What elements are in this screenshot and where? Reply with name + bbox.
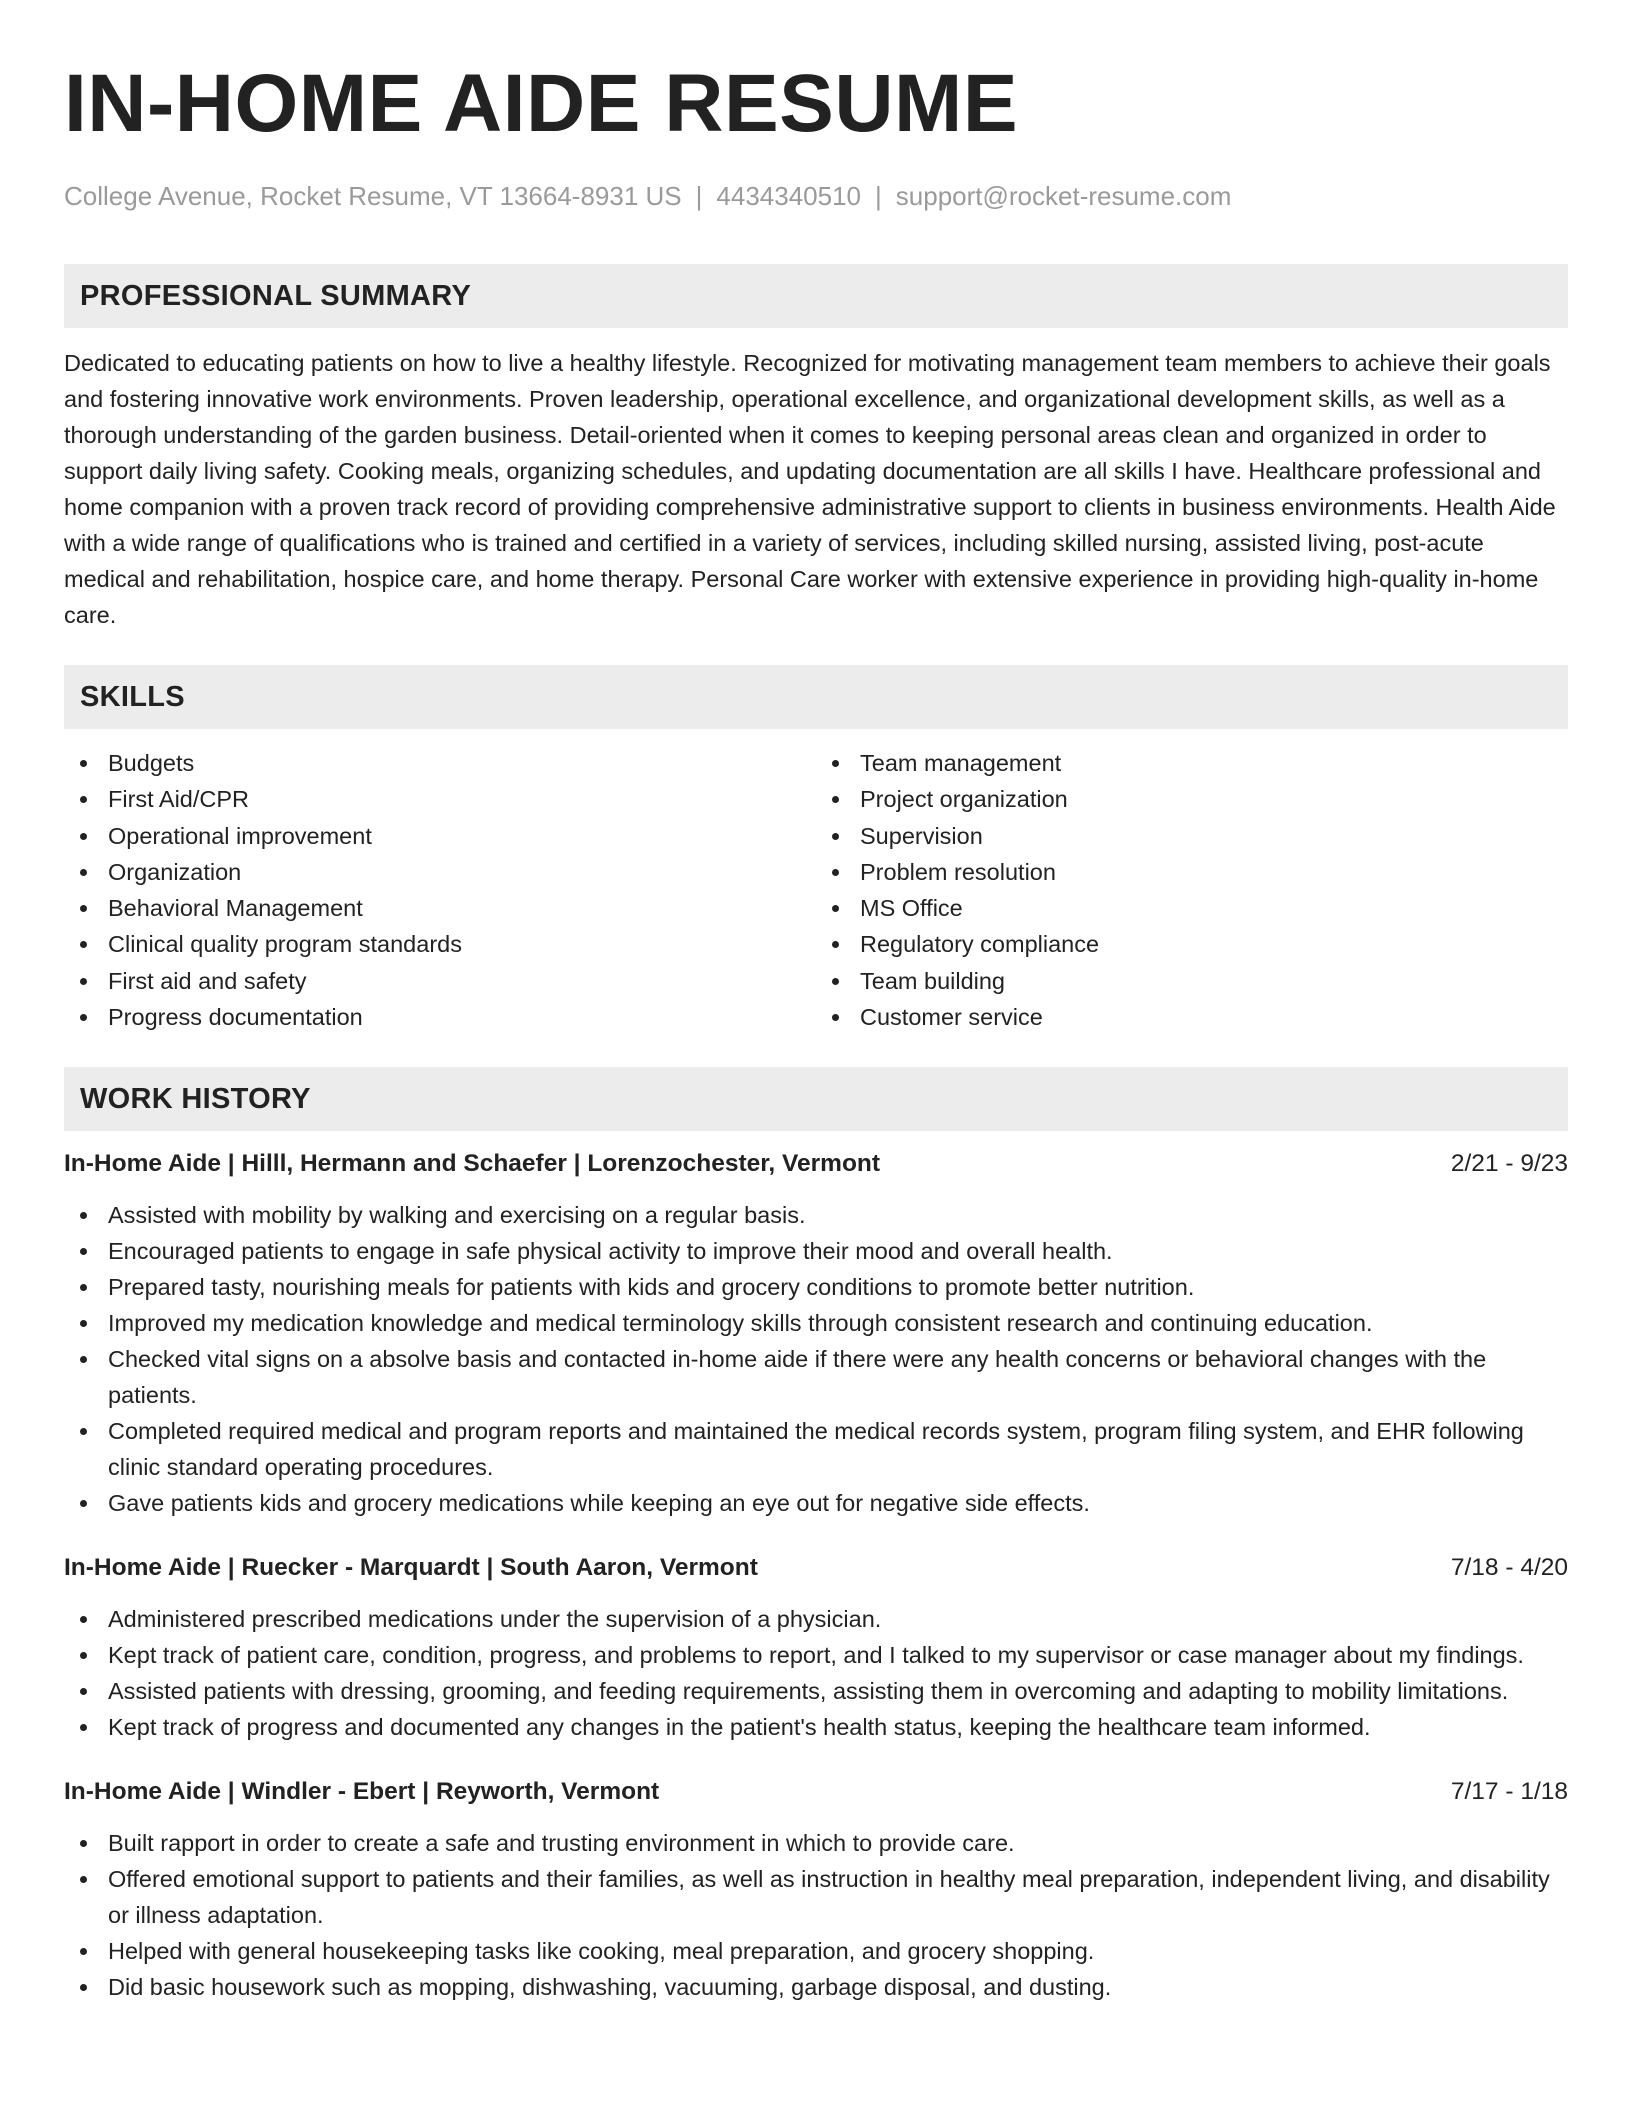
skill-item: Team building [816, 963, 1568, 999]
skill-item: Supervision [816, 818, 1568, 854]
contact-phone: 4434340510 [716, 181, 862, 211]
skills-columns [64, 745, 1568, 1035]
job-bullet: Prepared tasty, nourishing meals for patients with kids and grocery conditions to promote better nutrition. [64, 1269, 1568, 1305]
job-bullet: Encouraged patients to engage in safe physical activity to improve their mood and overall health. [64, 1233, 1568, 1269]
contact-address: College Avenue, Rocket Resume, VT 13664-8931 US [64, 181, 682, 211]
skill-item: Operational improvement [64, 818, 816, 854]
job-bullet: Built rapport in order to create a safe and trusting environment in which to provide care. [64, 1825, 1568, 1861]
job-entry [64, 1775, 1568, 2005]
job-entry [64, 1147, 1568, 1521]
skills-list-right [816, 745, 1568, 1035]
skills-heading: SKILLS [64, 665, 1568, 729]
skill-item: First Aid/CPR [64, 781, 816, 817]
contact-email: support@rocket-resume.com [895, 181, 1232, 211]
job-bullets [64, 1197, 1568, 1521]
skill-item: Organization [64, 854, 816, 890]
job-title: In-Home Aide | Windler - Ebert | Reyworth, Vermont [64, 1778, 660, 1806]
skill-item: Clinical quality program standards [64, 926, 816, 962]
skill-item: Customer service [816, 999, 1568, 1035]
skill-item: MS Office [816, 890, 1568, 926]
summary-text: Dedicated to educating patients on how to live a healthy lifestyle. Recognized for motivating management team members to achieve their goals and fostering innovative work environments. Proven leadership, operational excellence, and organizational development skills, as well as a thorough understanding of the garden business. Detail-oriented when it comes to keeping personal areas clean and organized in order to support daily living safety. Cooking meals, organizing schedules, and updating documentation are all skills I have. Healthcare professional and home companion with a proven track record of providing comprehensive administrative support to clients in business environments. Health Aide with a wide range of qualifications who is trained and certified in a variety of services, including skilled nursing, assisted living, post-acute medical and rehabilitation, hospice care, and home therapy. Personal Care worker with extensive experience in providing high-quality in-home care. [64, 350, 1556, 628]
summary-heading: PROFESSIONAL SUMMARY [64, 264, 1568, 328]
skill-item: First aid and safety [64, 963, 816, 999]
job-bullet: Helped with general housekeeping tasks like cooking, meal preparation, and grocery shopping. [64, 1933, 1568, 1969]
job-title: In-Home Aide | Ruecker - Marquardt | South Aaron, Vermont [64, 1554, 758, 1582]
resume-title: IN-HOME AIDE RESUME [64, 58, 1019, 149]
job-bullet: Administered prescribed medications under the supervision of a physician. [64, 1601, 1568, 1637]
work-history-heading: WORK HISTORY [64, 1067, 1568, 1131]
job-bullet: Kept track of progress and documented any changes in the patient's health status, keeping the healthcare team informed. [64, 1709, 1568, 1745]
job-header [64, 1147, 1568, 1181]
job-bullet: Checked vital signs on a absolve basis and contacted in-home aide if there were any health concerns or behavioral changes with the patients. [64, 1341, 1568, 1413]
job-bullet: Kept track of patient care, condition, progress, and problems to report, and I talked to my supervisor or case manager about my findings. [64, 1637, 1568, 1673]
job-bullet: Improved my medication knowledge and medical terminology skills through consistent research and continuing education. [64, 1305, 1568, 1341]
job-bullet: Gave patients kids and grocery medications while keeping an eye out for negative side effects. [64, 1485, 1568, 1521]
contact-separator: | [875, 181, 882, 211]
job-header [64, 1551, 1568, 1585]
job-bullet: Assisted with mobility by walking and exercising on a regular basis. [64, 1197, 1568, 1233]
job-bullet: Completed required medical and program reports and maintained the medical records system, program filing system, and EHR following clinic standard operating procedures. [64, 1413, 1568, 1485]
job-dates: 7/17 - 1/18 [1450, 1778, 1568, 1806]
skill-item: Problem resolution [816, 854, 1568, 890]
skill-item: Regulatory compliance [816, 926, 1568, 962]
contact-line [64, 180, 1568, 212]
job-title: In-Home Aide | Hilll, Hermann and Schaefer | Lorenzochester, Vermont [64, 1150, 881, 1178]
skill-item: Budgets [64, 745, 816, 781]
skill-item: Project organization [816, 781, 1568, 817]
job-bullets [64, 1601, 1568, 1745]
job-entry [64, 1551, 1568, 1745]
job-header [64, 1775, 1568, 1809]
job-dates: 7/18 - 4/20 [1450, 1554, 1568, 1582]
job-bullet: Did basic housework such as mopping, dishwashing, vacuuming, garbage disposal, and dusting. [64, 1969, 1568, 2005]
contact-separator: | [695, 181, 703, 211]
skill-item: Behavioral Management [64, 890, 816, 926]
skills-list-left [64, 745, 816, 1035]
job-dates: 2/21 - 9/23 [1450, 1150, 1568, 1178]
skill-item: Progress documentation [64, 999, 816, 1035]
skill-item: Team management [816, 745, 1568, 781]
job-bullet: Assisted patients with dressing, grooming, and feeding requirements, assisting them in overcoming and adapting to mobility limitations. [64, 1673, 1568, 1709]
job-bullet: Offered emotional support to patients and their families, as well as instruction in healthy meal preparation, independent living, and disability or illness adaptation. [64, 1861, 1568, 1933]
job-bullets [64, 1825, 1568, 2005]
